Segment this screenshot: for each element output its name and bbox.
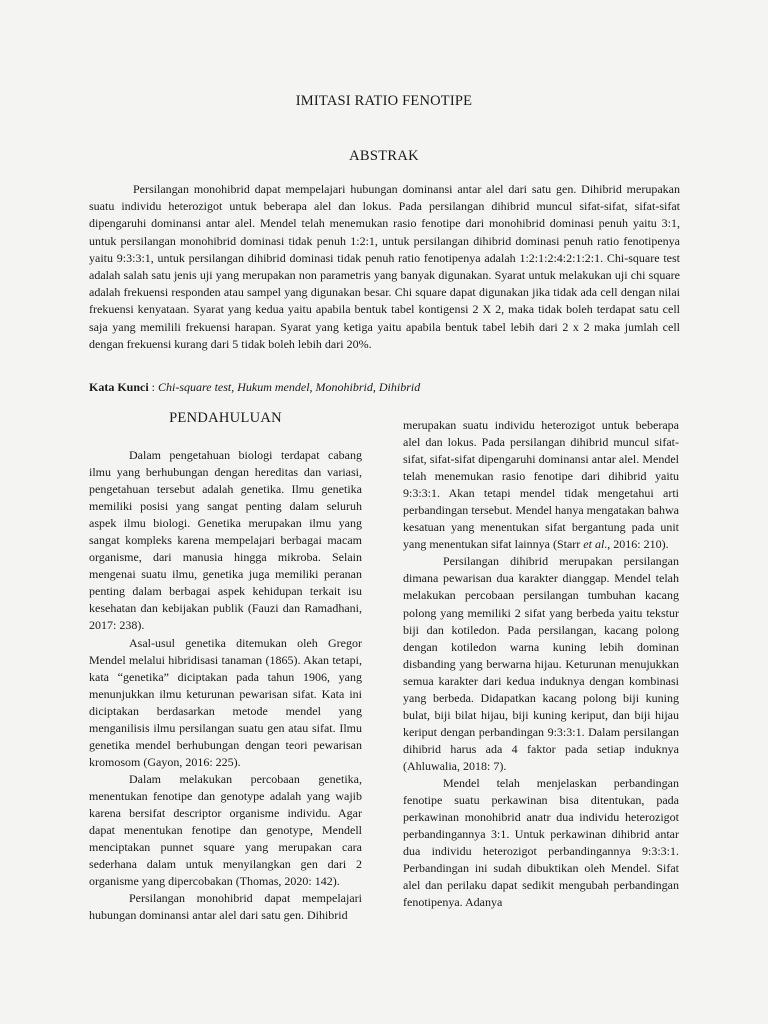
keywords-value: Chi-square test, Hukum mendel, Monohibrid, Dihibrid — [158, 380, 421, 394]
abstract-paragraph: Persilangan monohibrid dapat mempelajari hubungan dominansi antar alel dari satu gen. Dihibrid merupakan suatu individu heterozigot untuk beberapa alel dan lokus. Pada persilangan dihibrid muncul sifat-sifat, sifat-sifat dipengaruhi dominansi antar alel. Mendel telah menemukan rasio fenotipe dari monohibrid dominasi penuh yaitu 3:1, untuk persilangan monohibrid dominasi tidak penuh 1:2:1, untuk persilangan dihibrid dominasi penuh ratio fenotipenya yaitu 9:3:3:1, untuk persilangan dihibrid dominasi tidak penuh ratio fenotipenya adalah 1:2:1:2:4:2:1:2:1. Chi-square test adalah salah satu jenis uji yang merupakan non parametris yang banyak digunakan. Syarat untuk melakukan uji chi square adalah frekuensi responden atau sampel yang digunakan besar. Chi square dapat digunakan jika tidak ada cell dengan nilai frekuensi kenyataan. Syarat yang kedua yaitu apabila bentuk tabel kontigensi 2 X 2, maka tidak boleh terdapat satu cell saja yang memilili frekuensi harapan. Syarat yang ketiga yaitu apabila bentuk tabel lebih dari 2 x 2 maka jumlah cell dengan frekuensi kurang dari 5 tidak boleh lebih dari 20%. — [89, 182, 680, 351]
body-paragraph-continued — [403, 417, 679, 553]
citation-et-al: et al — [583, 537, 605, 552]
body-paragraph: Persilangan dihibrid merupakan persilangan dimana pewarisan dua karakter dianggap. Mendel telah melakukan percobaan persilangan tumbuhan kacang polong yang memiliki 2 sifat yang berbeda yaitu tekstur biji dan kotiledon. Pada persilangan, kacang polong dengan kotiledon warna kuning lebih dominan disbanding yang berwarna hijau. Keturunan menujukkan semua karakter dari kedua induknya dengan kombinasi yang berbeda. Didapatkan kacang polong biji kuning bulat, biji bilat hijau, biji kuning keriput, dan biji hijau keriput dengan perbandingan 9:3:3:1. Dalam persilangan dihibrid harus ada 4 faktor pada setiap induknya (Ahluwalia, 2018: 7). — [403, 554, 679, 773]
right-column — [403, 417, 679, 911]
keywords-separator: : — [148, 380, 159, 394]
body-text: merupakan suatu individu heterozigot untuk beberapa alel dan lokus. Pada persilangan dihibrid muncul sifat-sifat, sifat-sifat dipengaruhi dominansi antar alel. Mendel telah menemukan rasio fenotipe dari dihibrid yaitu 9:3:3:1. Akan tetapi mendel tidak mengetahui arti perbandingan tersebut. Mendel hanya mengatakan bahwa kesatuan yang menentukan sifat bergantung pada unit yang menentukan sifat lainnya (Starr — [403, 418, 679, 552]
body-paragraph: Dalam pengetahuan biologi terdapat cabang ilmu yang berhubungan dengan hereditas dan variasi, pengetahuan tersebut adalah genetika. Ilmu genetika memiliki posisi yang sangat penting dalam seluruh aspek ilmu biologi. Genetika merupakan ilmu yang sangat kompleks karena mempelajari berbagai macam organisme, dari manusia hingga mikroba. Selain mengenai suatu ilmu, genetika juga memiliki peranan penting dalam berbagai aspek kehidupan terkait isu kesehatan dan kebijakan publik (Fauzi dan Ramadhani, 2017: 238). — [89, 448, 362, 633]
paper-title: IMITASI RATIO FENOTIPE — [295, 93, 473, 109]
body-text: ., 2016: 210). — [604, 537, 669, 552]
body-paragraph: Mendel telah menjelaskan perbandingan fenotipe suatu perkawinan bisa ditentukan, pada perkawinan monohibrid anatr dua individu heterozigot perbandingannya 3:1. Untuk perkawinan dihibrid antar dua individu heterozigot perbandingannya 9:3:3:1. Perbandingan ini sudah dibuktikan oleh Mendel. Sifat alel dan perilaku dapat sedikit mengubah perbandingan fenotipenya. Adanya — [403, 775, 679, 910]
keywords-line — [89, 379, 680, 396]
body-paragraph: Asal-usul genetika ditemukan oleh Gregor Mendel melalui hibridisasi tanaman (1865). Akan tetapi, kata “genetika” diciptakan pada tahun 1906, yang menunjukkan ilmu keturunan pewarisan sifat. Kata ini diciptakan berdasarkan metode mendel yang menganilisis ilmu persilangan suatu gen atau sifat. Ilmu genetika mendel berhubungan dengan teori pewarisan kromosom (Gayon, 2016: 225). — [89, 635, 362, 769]
section-heading: PENDAHULUAN — [169, 410, 282, 426]
body-paragraph: Dalam melakukan percobaan genetika, menentukan fenotipe dan genotype adalah yang wajib karena bersifat descriptor organisme individu. Agar dapat menentukan fenotipe dan genotype, Mendell menciptakan punnet square yang merupakan cara sederhana dalam untuk menyilangkan gen dari 2 organisme yang dipercobakan (Thomas, 2020: 142). — [89, 771, 362, 889]
body-paragraph: Persilangan monohibrid dapat mempelajari hubungan dominansi antar alel dari satu gen. Dihibrid — [89, 891, 362, 923]
keywords-label: Kata Kunci — [89, 380, 149, 394]
left-column — [89, 408, 362, 924]
abstract-heading: ABSTRAK — [349, 148, 419, 164]
